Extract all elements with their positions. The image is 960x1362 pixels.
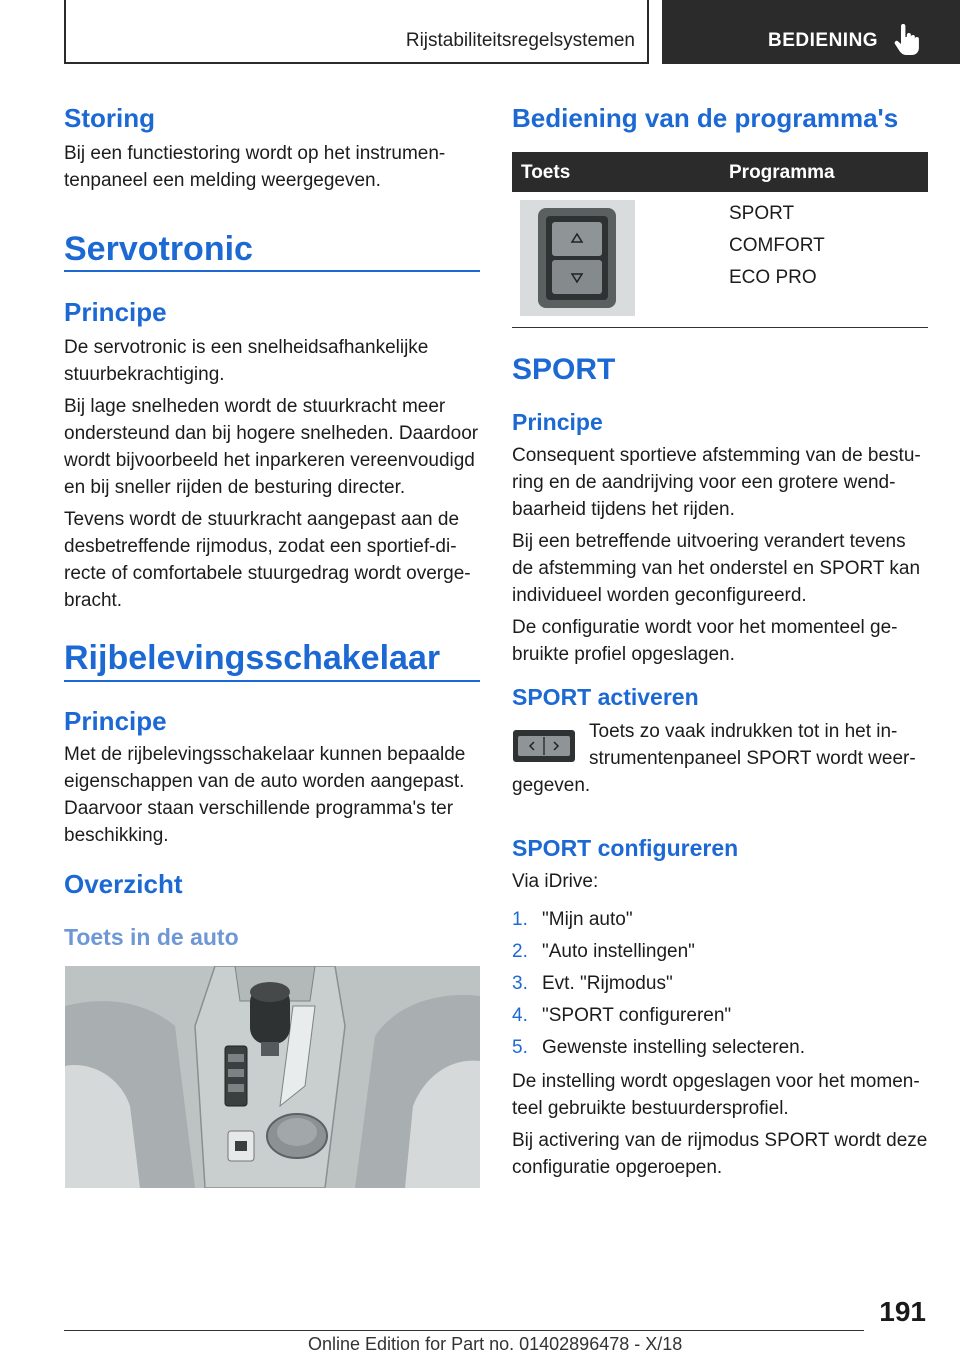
list-item xyxy=(512,970,932,1002)
sport-principe-heading: Principe xyxy=(512,409,603,435)
servotronic-p2: Bij lage snelheden wordt de stuurkracht meer ondersteund dan bij hogere snelheden. Daardoor wordt bijvoorbeeld het inparkeren vereenvoudigd en bij sneller rijden de besturing directer. xyxy=(64,396,479,498)
table-header-toets: Toets xyxy=(521,162,571,183)
sport-p2: Bij een betreffende uitvoering verandert tevens de afstemming van het onderstel en SPORT kan individueel worden geconfigureerd. xyxy=(512,531,921,606)
sport-heading: SPORT xyxy=(512,353,616,386)
rijbeleving-heading: Rijbelevingsschakelaar xyxy=(64,639,441,677)
servotronic-rule xyxy=(64,270,480,272)
step-number: 3. xyxy=(512,973,528,994)
bediening-heading: Bediening van de programma's xyxy=(512,103,899,133)
steps-list xyxy=(512,906,928,1068)
footer-rule xyxy=(64,1330,864,1331)
step-number: 2. xyxy=(512,941,528,962)
header-chapter-title: BEDIENING xyxy=(768,30,879,51)
sport-activeren-line2: strumentenpaneel SPORT wordt weer- xyxy=(589,748,916,769)
hand-pointer-icon xyxy=(894,24,920,56)
program-table-header xyxy=(512,152,928,192)
sport-p3: De configuratie wordt voor het momenteel ge-bruikte profiel opgeslagen. xyxy=(512,617,898,665)
list-item xyxy=(512,1034,932,1066)
program-list xyxy=(729,198,825,294)
rijbeleving-text: Met de rijbelevingsschakelaar kunnen bepaalde eigenschappen van de auto worden aangepast. Daarvoor staan verschillende programma's ter beschikking. xyxy=(64,744,466,846)
storing-text: Bij een functiestoring wordt op het instrumen-tenpaneel een melding weergegeven. xyxy=(64,143,446,191)
sport-p4: De instelling wordt opgeslagen voor het momen-teel gebruikte bestuurdersprofiel. xyxy=(512,1071,920,1119)
overzicht-heading: Overzicht xyxy=(64,869,183,899)
sport-p1: Consequent sportieve afstemming van de bestu-ring en de aandrijving voor een grotere wend-baarheid tijdens het rijden. xyxy=(512,445,921,520)
table-header-programma: Programma xyxy=(729,162,835,183)
header-section-title: Rijstabiliteitsregelsystemen xyxy=(405,30,635,51)
sport-p5: Bij activering van de rijmodus SPORT wordt deze configuratie opgeroepen. xyxy=(512,1130,928,1178)
page-number: 191 xyxy=(879,1296,926,1327)
footer-edition: Online Edition for Part no. 01402896478 - X/18 xyxy=(308,1334,683,1354)
servotronic-p3: Tevens wordt de stuurkracht aangepast aan de desbetreffende rijmodus, zodat een sportief-di-recte of comfortabele stuurgedrag wordt overge-bracht. xyxy=(64,509,471,611)
rijbeleving-principe-heading: Principe xyxy=(64,706,167,736)
header-section-tab xyxy=(64,0,649,64)
rijbeleving-rule xyxy=(64,680,480,682)
step-text: "Auto instellingen" xyxy=(542,941,695,962)
step-number: 4. xyxy=(512,1005,528,1026)
sport-principe-body xyxy=(512,442,928,668)
table-bottom-rule xyxy=(512,327,928,328)
servotronic-p1: De servotronic is een snelheidsafhankelijke stuurbekrachtiging. xyxy=(64,337,429,385)
center-console-illustration xyxy=(65,966,480,1188)
list-item xyxy=(512,938,932,970)
list-item xyxy=(512,906,932,938)
servotronic-body xyxy=(64,334,480,614)
program-comfort: COMFORT xyxy=(729,235,825,256)
step-text: "SPORT configureren" xyxy=(542,1005,732,1026)
sport-config-notes xyxy=(512,1068,928,1181)
sport-configureren-heading: SPORT configureren xyxy=(512,835,739,861)
step-number: 1. xyxy=(512,909,528,930)
header-chapter-tab xyxy=(662,0,960,64)
step-number: 5. xyxy=(512,1037,528,1058)
servotronic-heading: Servotronic xyxy=(64,230,253,268)
toets-in-de-auto-heading: Toets in de auto xyxy=(64,924,239,950)
program-sport: SPORT xyxy=(729,203,795,224)
list-item xyxy=(512,1002,932,1034)
step-text: "Mijn auto" xyxy=(542,909,633,930)
sport-activeren-heading: SPORT activeren xyxy=(512,684,699,710)
via-idrive-text: Via iDrive: xyxy=(512,871,599,892)
step-text: Gewenste instelling selecteren. xyxy=(542,1037,805,1058)
step-text: Evt. "Rijmodus" xyxy=(542,973,673,994)
mode-button-icon xyxy=(512,729,576,763)
sport-activeren-line3: gegeven. xyxy=(512,775,591,796)
servotronic-principe-heading: Principe xyxy=(64,297,167,327)
driving-mode-switch-illustration xyxy=(520,200,635,316)
program-eco-pro: ECO PRO xyxy=(729,267,817,288)
storing-heading: Storing xyxy=(64,103,155,133)
sport-activeren-line1: Toets zo vaak indrukken tot in het in- xyxy=(589,721,898,742)
